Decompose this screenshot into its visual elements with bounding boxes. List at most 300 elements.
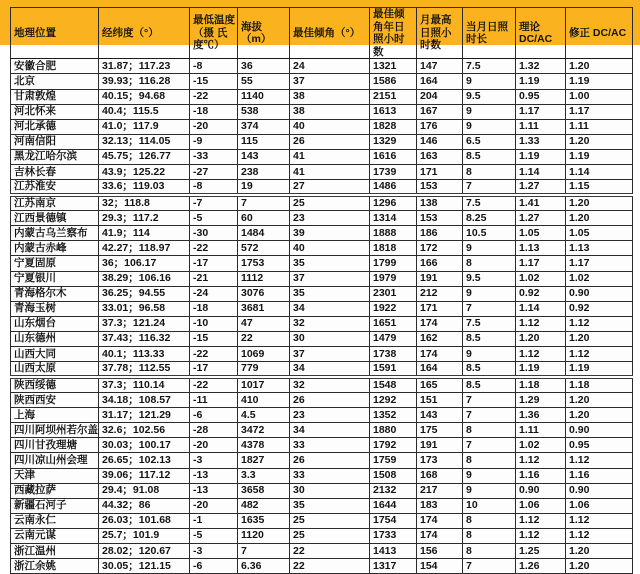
cell-coordinates: 37.78；112.55	[99, 362, 190, 378]
cell-location: 安徽合肥	[11, 59, 99, 74]
cell-annual-sun-hours-at-best-tilt: 1644	[370, 498, 417, 513]
cell-theoretical-dc-ac: 1.36	[516, 408, 566, 423]
cell-coordinates: 41.0；117.9	[99, 119, 190, 134]
cell-monthly-max-sun-hours: 174	[417, 528, 463, 543]
cell-monthly-max-sun-hours: 165	[417, 377, 463, 393]
cell-elevation: 3.3	[238, 468, 290, 483]
cell-current-month-sun-duration: 9.5	[463, 89, 516, 104]
cell-annual-sun-hours-at-best-tilt: 1759	[370, 453, 417, 468]
cell-monthly-max-sun-hours: 168	[417, 468, 463, 483]
cell-location: 甘肃敦煌	[11, 89, 99, 104]
cell-theoretical-dc-ac: 1.14	[516, 165, 566, 180]
table-row	[11, 59, 633, 74]
cell-monthly-max-sun-hours: 171	[417, 301, 463, 316]
cell-coordinates: 41.9；114	[99, 226, 190, 241]
cell-min-temp: -8	[190, 180, 238, 196]
cell-location: 吉林长春	[11, 165, 99, 180]
cell-theoretical-dc-ac: 1.12	[516, 513, 566, 528]
table-row	[11, 180, 633, 196]
cell-location: 江西景德镇	[11, 211, 99, 226]
cell-elevation: 1484	[238, 226, 290, 241]
table-row	[11, 408, 633, 423]
cell-min-temp: -18	[190, 104, 238, 119]
cell-min-temp: -15	[190, 331, 238, 346]
cell-corrected-dc-ac: 1.06	[566, 498, 633, 513]
cell-monthly-max-sun-hours: 143	[417, 408, 463, 423]
table-row	[11, 513, 633, 528]
cell-annual-sun-hours-at-best-tilt: 1792	[370, 438, 417, 453]
table-row	[11, 331, 633, 346]
cell-monthly-max-sun-hours: 153	[417, 211, 463, 226]
cell-corrected-dc-ac: 1.12	[566, 513, 633, 528]
cell-elevation: 36	[238, 59, 290, 74]
cell-current-month-sun-duration: 10	[463, 498, 516, 513]
cell-best-tilt: 26	[290, 134, 370, 149]
cell-best-tilt: 35	[290, 498, 370, 513]
cell-corrected-dc-ac: 1.20	[566, 393, 633, 408]
cell-min-temp: -22	[190, 89, 238, 104]
cell-min-temp: -27	[190, 165, 238, 180]
cell-current-month-sun-duration: 9	[463, 468, 516, 483]
cell-location: 江苏淮安	[11, 180, 99, 196]
cell-theoretical-dc-ac: 1.12	[516, 346, 566, 361]
cell-elevation: 3472	[238, 423, 290, 438]
cell-annual-sun-hours-at-best-tilt: 1548	[370, 377, 417, 393]
cell-best-tilt: 35	[290, 286, 370, 301]
cell-theoretical-dc-ac: 1.06	[516, 498, 566, 513]
cell-elevation: 7	[238, 195, 290, 211]
cell-location: 河北怀来	[11, 104, 99, 119]
cell-monthly-max-sun-hours: 173	[417, 453, 463, 468]
table-row	[11, 393, 633, 408]
table-row	[11, 286, 633, 301]
table-body	[11, 59, 633, 574]
cell-monthly-max-sun-hours: 151	[417, 393, 463, 408]
cell-corrected-dc-ac: 1.11	[566, 119, 633, 134]
cell-min-temp: -30	[190, 226, 238, 241]
cell-theoretical-dc-ac: 1.05	[516, 226, 566, 241]
cell-theoretical-dc-ac: 1.41	[516, 195, 566, 211]
cell-current-month-sun-duration: 8.25	[463, 211, 516, 226]
cell-theoretical-dc-ac: 0.95	[516, 89, 566, 104]
cell-theoretical-dc-ac: 1.27	[516, 180, 566, 196]
table-row	[11, 316, 633, 331]
cell-monthly-max-sun-hours: 191	[417, 438, 463, 453]
table-row	[11, 468, 633, 483]
cell-min-temp: -9	[190, 134, 238, 149]
cell-location: 四川凉山州会理	[11, 453, 99, 468]
cell-corrected-dc-ac: 1.19	[566, 74, 633, 89]
cell-annual-sun-hours-at-best-tilt: 1880	[370, 423, 417, 438]
cell-current-month-sun-duration: 7	[463, 180, 516, 196]
column-header-elevation: 海拔（m）	[238, 8, 290, 59]
cell-corrected-dc-ac: 1.14	[566, 165, 633, 180]
cell-min-temp: -22	[190, 377, 238, 393]
cell-location: 河北承德	[11, 119, 99, 134]
cell-elevation: 47	[238, 316, 290, 331]
cell-annual-sun-hours-at-best-tilt: 1888	[370, 226, 417, 241]
cell-current-month-sun-duration: 10.5	[463, 226, 516, 241]
cell-corrected-dc-ac: 1.13	[566, 241, 633, 256]
cell-elevation: 482	[238, 498, 290, 513]
cell-monthly-max-sun-hours: 164	[417, 362, 463, 378]
cell-best-tilt: 23	[290, 408, 370, 423]
cell-current-month-sun-duration: 8.5	[463, 331, 516, 346]
cell-corrected-dc-ac: 1.19	[566, 149, 633, 164]
cell-location: 山东德州	[11, 331, 99, 346]
cell-coordinates: 38.29；106.16	[99, 271, 190, 286]
table-row	[11, 89, 633, 104]
cell-min-temp: -5	[190, 528, 238, 543]
cell-current-month-sun-duration: 7.5	[463, 316, 516, 331]
cell-best-tilt: 22	[290, 559, 370, 574]
cell-monthly-max-sun-hours: 204	[417, 89, 463, 104]
cell-best-tilt: 40	[290, 241, 370, 256]
table-row	[11, 438, 633, 453]
cell-min-temp: -22	[190, 346, 238, 361]
cell-current-month-sun-duration: 7	[463, 393, 516, 408]
table-row	[11, 195, 633, 211]
cell-elevation: 238	[238, 165, 290, 180]
cell-best-tilt: 30	[290, 483, 370, 498]
cell-current-month-sun-duration: 8.5	[463, 149, 516, 164]
cell-theoretical-dc-ac: 1.11	[516, 119, 566, 134]
cell-elevation: 3658	[238, 483, 290, 498]
cell-current-month-sun-duration: 8	[463, 423, 516, 438]
cell-min-temp: -7	[190, 195, 238, 211]
cell-best-tilt: 34	[290, 362, 370, 378]
cell-coordinates: 36；106.17	[99, 256, 190, 271]
cell-coordinates: 33.01；96.58	[99, 301, 190, 316]
column-header-location: 地理位置	[11, 8, 99, 59]
table-row	[11, 104, 633, 119]
cell-corrected-dc-ac: 1.20	[566, 134, 633, 149]
cell-theoretical-dc-ac: 1.19	[516, 149, 566, 164]
cell-min-temp: -18	[190, 301, 238, 316]
cell-coordinates: 44.32；86	[99, 498, 190, 513]
cell-coordinates: 31.17；121.29	[99, 408, 190, 423]
cell-annual-sun-hours-at-best-tilt: 1733	[370, 528, 417, 543]
cell-min-temp: -20	[190, 119, 238, 134]
cell-theoretical-dc-ac: 1.16	[516, 468, 566, 483]
cell-best-tilt: 32	[290, 316, 370, 331]
cell-corrected-dc-ac: 1.00	[566, 89, 633, 104]
table-row	[11, 256, 633, 271]
cell-coordinates: 40.4；115.5	[99, 104, 190, 119]
cell-best-tilt: 26	[290, 393, 370, 408]
cell-monthly-max-sun-hours: 162	[417, 331, 463, 346]
cell-coordinates: 34.18；108.57	[99, 393, 190, 408]
cell-current-month-sun-duration: 9	[463, 104, 516, 119]
cell-current-month-sun-duration: 8	[463, 513, 516, 528]
cell-theoretical-dc-ac: 1.12	[516, 453, 566, 468]
cell-best-tilt: 40	[290, 119, 370, 134]
cell-corrected-dc-ac: 0.90	[566, 286, 633, 301]
cell-annual-sun-hours-at-best-tilt: 1296	[370, 195, 417, 211]
cell-current-month-sun-duration: 9	[463, 241, 516, 256]
cell-monthly-max-sun-hours: 166	[417, 256, 463, 271]
cell-theoretical-dc-ac: 0.90	[516, 483, 566, 498]
cell-theoretical-dc-ac: 1.02	[516, 438, 566, 453]
cell-monthly-max-sun-hours: 153	[417, 180, 463, 196]
cell-location: 天津	[11, 468, 99, 483]
cell-coordinates: 33.6；119.03	[99, 180, 190, 196]
header-row	[11, 8, 633, 59]
cell-theoretical-dc-ac: 1.19	[516, 362, 566, 378]
table-row	[11, 271, 633, 286]
cell-theoretical-dc-ac: 1.12	[516, 316, 566, 331]
cell-theoretical-dc-ac: 1.32	[516, 59, 566, 74]
column-header-theoretical-dc-ac: 理论 DC/AC	[516, 8, 566, 59]
cell-elevation: 3681	[238, 301, 290, 316]
cell-location: 江苏南京	[11, 195, 99, 211]
cell-current-month-sun-duration: 9	[463, 286, 516, 301]
cell-monthly-max-sun-hours: 174	[417, 513, 463, 528]
cell-corrected-dc-ac: 0.90	[566, 483, 633, 498]
cell-elevation: 1069	[238, 346, 290, 361]
cell-corrected-dc-ac: 1.17	[566, 104, 633, 119]
cell-location: 四川甘孜理塘	[11, 438, 99, 453]
cell-coordinates: 40.15；94.68	[99, 89, 190, 104]
cell-best-tilt: 39	[290, 226, 370, 241]
cell-corrected-dc-ac: 1.20	[566, 211, 633, 226]
column-header-corrected-dc-ac: 修正 DC/AC	[566, 8, 633, 59]
cell-monthly-max-sun-hours: 164	[417, 74, 463, 89]
cell-location: 陕西绥德	[11, 377, 99, 393]
cell-elevation: 7	[238, 544, 290, 559]
cell-monthly-max-sun-hours: 212	[417, 286, 463, 301]
cell-corrected-dc-ac: 1.20	[566, 544, 633, 559]
table-row	[11, 453, 633, 468]
cell-best-tilt: 34	[290, 301, 370, 316]
cell-elevation: 1140	[238, 89, 290, 104]
cell-coordinates: 25.7；101.9	[99, 528, 190, 543]
cell-annual-sun-hours-at-best-tilt: 1922	[370, 301, 417, 316]
cell-current-month-sun-duration: 6.5	[463, 134, 516, 149]
cell-min-temp: -20	[190, 438, 238, 453]
cell-annual-sun-hours-at-best-tilt: 2151	[370, 89, 417, 104]
cell-best-tilt: 32	[290, 377, 370, 393]
cell-corrected-dc-ac: 1.19	[566, 362, 633, 378]
cell-current-month-sun-duration: 9	[463, 119, 516, 134]
cell-current-month-sun-duration: 8	[463, 528, 516, 543]
cell-min-temp: -24	[190, 286, 238, 301]
cell-annual-sun-hours-at-best-tilt: 1651	[370, 316, 417, 331]
cell-min-temp: -3	[190, 453, 238, 468]
cell-annual-sun-hours-at-best-tilt: 1754	[370, 513, 417, 528]
cell-monthly-max-sun-hours: 167	[417, 104, 463, 119]
cell-annual-sun-hours-at-best-tilt: 2301	[370, 286, 417, 301]
cell-current-month-sun-duration: 7	[463, 438, 516, 453]
cell-annual-sun-hours-at-best-tilt: 1413	[370, 544, 417, 559]
cell-location: 山西太原	[11, 362, 99, 378]
cell-best-tilt: 35	[290, 256, 370, 271]
cell-best-tilt: 38	[290, 104, 370, 119]
table-row	[11, 544, 633, 559]
cell-best-tilt: 33	[290, 438, 370, 453]
cell-annual-sun-hours-at-best-tilt: 1739	[370, 165, 417, 180]
cell-corrected-dc-ac: 0.95	[566, 438, 633, 453]
cell-elevation: 6.36	[238, 559, 290, 574]
cell-min-temp: -13	[190, 468, 238, 483]
cell-elevation: 538	[238, 104, 290, 119]
column-header-min-temp: 最低温度（摄 氏度℃）	[190, 8, 238, 59]
cell-best-tilt: 24	[290, 59, 370, 74]
cell-best-tilt: 26	[290, 453, 370, 468]
column-header-monthly-max-sun-hours: 月最高日照小时数	[417, 8, 463, 59]
cell-best-tilt: 23	[290, 211, 370, 226]
cell-elevation: 572	[238, 241, 290, 256]
cell-monthly-max-sun-hours: 174	[417, 316, 463, 331]
cell-monthly-max-sun-hours: 175	[417, 423, 463, 438]
cell-coordinates: 37.3；110.14	[99, 377, 190, 393]
table-row	[11, 134, 633, 149]
cell-theoretical-dc-ac: 1.27	[516, 211, 566, 226]
cell-monthly-max-sun-hours: 217	[417, 483, 463, 498]
cell-annual-sun-hours-at-best-tilt: 1586	[370, 74, 417, 89]
table-row	[11, 119, 633, 134]
cell-location: 宁夏银川	[11, 271, 99, 286]
table-row	[11, 149, 633, 164]
cell-corrected-dc-ac: 1.20	[566, 331, 633, 346]
table-row	[11, 498, 633, 513]
cell-min-temp: -5	[190, 211, 238, 226]
cell-corrected-dc-ac: 1.12	[566, 346, 633, 361]
cell-corrected-dc-ac: 1.12	[566, 316, 633, 331]
cell-location: 北京	[11, 74, 99, 89]
table-row	[11, 423, 633, 438]
cell-location: 山东烟台	[11, 316, 99, 331]
cell-monthly-max-sun-hours: 163	[417, 149, 463, 164]
cell-current-month-sun-duration: 8	[463, 165, 516, 180]
cell-corrected-dc-ac: 1.20	[566, 59, 633, 74]
cell-min-temp: -10	[190, 316, 238, 331]
cell-current-month-sun-duration: 9.5	[463, 271, 516, 286]
cell-location: 云南元谋	[11, 528, 99, 543]
cell-current-month-sun-duration: 9	[463, 346, 516, 361]
cell-coordinates: 43.9；125.22	[99, 165, 190, 180]
cell-min-temp: -17	[190, 362, 238, 378]
cell-min-temp: -6	[190, 559, 238, 574]
table-row	[11, 362, 633, 378]
cell-corrected-dc-ac: 0.92	[566, 301, 633, 316]
column-header-month-sun-duration: 当月日照时长	[463, 8, 516, 59]
cell-location: 青海玉树	[11, 301, 99, 316]
cell-location: 上海	[11, 408, 99, 423]
cell-current-month-sun-duration: 8.5	[463, 377, 516, 393]
cell-monthly-max-sun-hours: 156	[417, 544, 463, 559]
cell-annual-sun-hours-at-best-tilt: 1508	[370, 468, 417, 483]
cell-coordinates: 45.75；126.77	[99, 149, 190, 164]
cell-elevation: 1753	[238, 256, 290, 271]
cell-current-month-sun-duration: 9	[463, 74, 516, 89]
cell-theoretical-dc-ac: 1.02	[516, 271, 566, 286]
cell-corrected-dc-ac: 1.20	[566, 408, 633, 423]
cell-best-tilt: 25	[290, 528, 370, 543]
cell-annual-sun-hours-at-best-tilt: 1613	[370, 104, 417, 119]
cell-coordinates: 32.13；114.05	[99, 134, 190, 149]
cell-best-tilt: 27	[290, 180, 370, 196]
cell-min-temp: -28	[190, 423, 238, 438]
cell-coordinates: 29.4；91.08	[99, 483, 190, 498]
table-row	[11, 377, 633, 393]
cell-location: 宁夏固原	[11, 256, 99, 271]
cell-elevation: 60	[238, 211, 290, 226]
table-row	[11, 301, 633, 316]
column-header-annual-sun-hours: 最佳倾角年日照小时数	[370, 8, 417, 59]
cell-elevation: 3076	[238, 286, 290, 301]
cell-min-temp: -15	[190, 74, 238, 89]
cell-best-tilt: 41	[290, 149, 370, 164]
cell-current-month-sun-duration: 8	[463, 544, 516, 559]
cell-theoretical-dc-ac: 1.33	[516, 134, 566, 149]
cell-theoretical-dc-ac: 1.11	[516, 423, 566, 438]
cell-annual-sun-hours-at-best-tilt: 1314	[370, 211, 417, 226]
cell-coordinates: 29.3；117.2	[99, 211, 190, 226]
cell-location: 黑龙江哈尔滨	[11, 149, 99, 164]
cell-location: 云南永仁	[11, 513, 99, 528]
cell-theoretical-dc-ac: 1.19	[516, 74, 566, 89]
cell-coordinates: 40.1；113.33	[99, 346, 190, 361]
cell-elevation: 1017	[238, 377, 290, 393]
table-row	[11, 165, 633, 180]
cell-best-tilt: 38	[290, 89, 370, 104]
cell-corrected-dc-ac: 1.12	[566, 528, 633, 543]
cell-location: 浙江温州	[11, 544, 99, 559]
cell-location: 新疆石河子	[11, 498, 99, 513]
cell-monthly-max-sun-hours: 174	[417, 346, 463, 361]
table-row	[11, 559, 633, 574]
cell-current-month-sun-duration: 7	[463, 408, 516, 423]
cell-coordinates: 26.65；102.13	[99, 453, 190, 468]
cell-monthly-max-sun-hours: 186	[417, 226, 463, 241]
cell-theoretical-dc-ac: 1.29	[516, 393, 566, 408]
cell-monthly-max-sun-hours: 146	[417, 134, 463, 149]
cell-theoretical-dc-ac: 1.20	[516, 331, 566, 346]
cell-coordinates: 30.03；100.17	[99, 438, 190, 453]
cell-annual-sun-hours-at-best-tilt: 1818	[370, 241, 417, 256]
cell-annual-sun-hours-at-best-tilt: 1329	[370, 134, 417, 149]
table-header	[11, 8, 633, 59]
cell-location: 内蒙古乌兰察布	[11, 226, 99, 241]
cell-theoretical-dc-ac: 1.26	[516, 559, 566, 574]
table-row	[11, 528, 633, 543]
cell-annual-sun-hours-at-best-tilt: 1979	[370, 271, 417, 286]
cell-coordinates: 31.87；117.23	[99, 59, 190, 74]
cell-corrected-dc-ac: 1.05	[566, 226, 633, 241]
cell-theoretical-dc-ac: 1.17	[516, 104, 566, 119]
cell-location: 山西大同	[11, 346, 99, 361]
cell-monthly-max-sun-hours: 171	[417, 165, 463, 180]
table-row	[11, 211, 633, 226]
cell-corrected-dc-ac: 1.16	[566, 468, 633, 483]
cell-theoretical-dc-ac: 1.13	[516, 241, 566, 256]
cell-coordinates: 39.06；117.12	[99, 468, 190, 483]
cell-best-tilt: 37	[290, 271, 370, 286]
table-row	[11, 241, 633, 256]
cell-best-tilt: 25	[290, 195, 370, 211]
cell-annual-sun-hours-at-best-tilt: 1591	[370, 362, 417, 378]
cell-monthly-max-sun-hours: 147	[417, 59, 463, 74]
cell-location: 四川阿坝州若尔盖	[11, 423, 99, 438]
cell-best-tilt: 37	[290, 346, 370, 361]
cell-corrected-dc-ac: 1.18	[566, 377, 633, 393]
solar-location-table	[10, 7, 633, 574]
cell-elevation: 4378	[238, 438, 290, 453]
cell-coordinates: 39.93；116.28	[99, 74, 190, 89]
cell-monthly-max-sun-hours: 172	[417, 241, 463, 256]
cell-annual-sun-hours-at-best-tilt: 1799	[370, 256, 417, 271]
